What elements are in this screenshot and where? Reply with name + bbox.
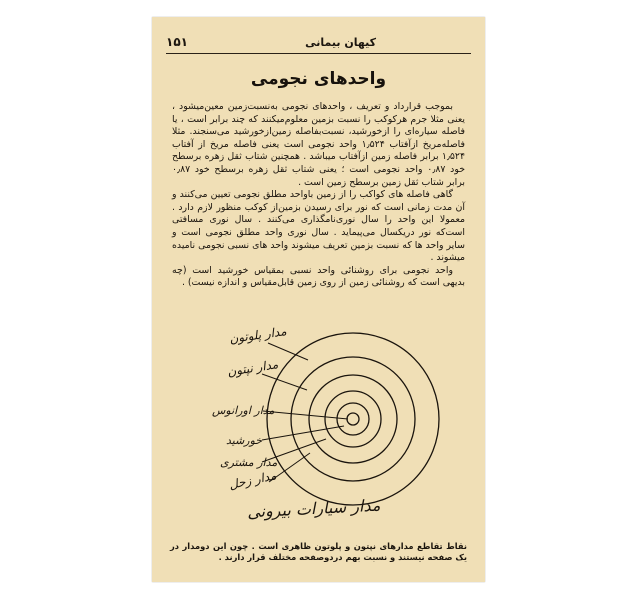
orbit-diagram <box>152 17 485 582</box>
diagram-caption: مدار سیارات بیرونی <box>246 495 381 522</box>
leader-uranus <box>263 411 348 419</box>
page-number: ۱۵۱ <box>166 35 188 49</box>
label-jupiter-orbit: مدار مشتری <box>220 456 278 469</box>
label-neptune-orbit: مدار نپتون <box>226 357 280 379</box>
orbit-jupiter <box>337 403 369 435</box>
orbit-saturn <box>325 391 381 447</box>
leader-neptune <box>262 374 307 390</box>
sun <box>347 413 359 425</box>
label-saturn-orbit: مدار زحل <box>227 468 278 492</box>
paragraph-2: گاهی فاصله های کواکب را از زمین باواحد مطلق نجومی تعیین می‌کنند و آن مدت زمانی است که نور برای رسیدن بزمین‌از کوکب منظور لازم دارد . معمولا این واحد را سال نوری‌نامگذاری می‌کنند . سال نوری مسافتی است‌که نور دریکسال می‌پیماید . سال نوری واحد مطلق نجومی است و سایر واحد ها که نسبت بزمین تعریف میشوند واحد های نسبی نجومی نامیده میشوند . <box>172 189 465 264</box>
label-uranus-orbit: مدار اورانوس <box>212 404 275 417</box>
magazine-page <box>152 17 485 582</box>
label-pluto-orbit: مدار پلوتون <box>228 324 288 346</box>
orbit-pluto <box>267 333 439 505</box>
orbit-uranus <box>309 375 397 463</box>
paragraph-1: بموجب قرارداد و تعریف ، واحدهای نجومی به‌نسبت‌زمین معین‌میشود ، یعنی مثلا جرم هرکوکب را نسبت بزمین معلوم‌میکنند که چند برابر است ، یا فاصله سیاره‌ای را ازخورشید، نسبت‌بفاصله زمین‌ازخورشید می‌سنجند. مثلا فاصله‌مریخ ازآفتاب ۱٫۵۲۴ واحد نجومی است یعنی فاصله مریخ از آفتاب ۱٫۵۲۴ برابر فاصله زمین ازآفتاب میباشد . همچنین شتاب ثقل زهره برسطح خود ۰٫۸۷ واحد نجومی است ؛ یعنی شتاب ثقل زهره برسطح خود ۰٫۸۷ برابر شتاب ثقل زمین برسطح زمین است . <box>172 101 465 188</box>
label-sun: خورشید <box>226 434 263 447</box>
article-title: واحدهای نجومی <box>250 69 387 89</box>
paragraph-3: واحد نجومی برای روشنائی واحد نسبی بمقیاس خورشید است (چه بدیهی است که روشنائی زمین از روی زمین قابل‌مقیاس و اندازه نیست) . <box>172 264 465 289</box>
header-title: کیهان بیمانی <box>305 35 376 49</box>
footnote: نقاط تقاطع مدارهای نپتون و پلوتون ظاهری است . چون این دومدار در یک صفحه نیستند و نسبت بهم دردوصفحه مختلف قرار دارند . <box>170 541 467 562</box>
